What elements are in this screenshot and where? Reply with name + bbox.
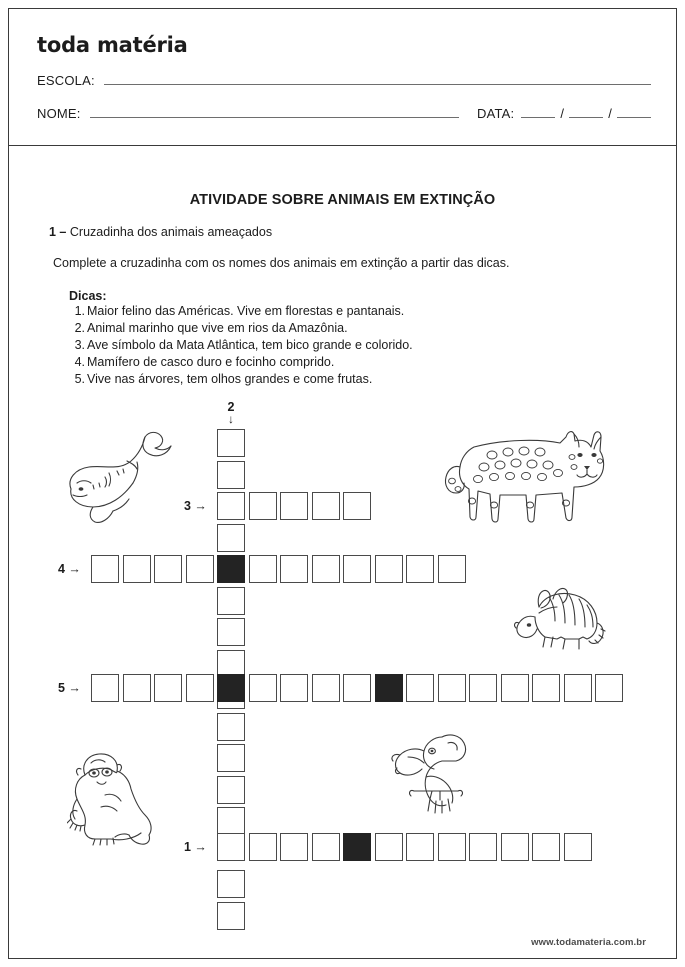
crossword-cell-across[interactable] [249, 492, 277, 520]
crossword-clue-marker-4: 4 → [58, 562, 81, 576]
armadillo-illustration [509, 579, 609, 657]
crossword-cell-across[interactable] [154, 555, 182, 583]
hint-number: 2. [74, 321, 85, 335]
instruction-text: Complete a cruzadinha com os nomes dos animais em extinção a partir das dicas. [53, 256, 510, 270]
crossword-cell-across[interactable] [343, 674, 371, 702]
date-separator-1: / [560, 106, 565, 121]
crossword-cell-down[interactable] [217, 587, 245, 615]
crossword-cell-across[interactable] [217, 674, 245, 702]
hint-text: Ave símbolo da Mata Atlântica, tem bico grande e colorido. [87, 338, 413, 352]
question-text: Cruzadinha dos animais ameaçados [69, 225, 273, 239]
crossword-cell-down[interactable] [217, 807, 245, 835]
down-arrow-icon: ↓ [228, 412, 234, 426]
crossword-cell-across[interactable] [343, 492, 371, 520]
toucan-illustration [384, 727, 470, 819]
down-clue-label: 2 [227, 400, 235, 414]
hint-number: 5. [74, 372, 85, 386]
crossword-cell-across[interactable] [406, 833, 434, 861]
crossword-clue-marker-5: 5 → [58, 681, 81, 695]
hint-number: 4. [74, 355, 85, 369]
hint-text: Vive nas árvores, tem olhos grandes e come frutas. [87, 372, 373, 386]
brand-logo: toda matéria [37, 33, 188, 57]
question-number: 1 – [49, 225, 67, 239]
crossword-cell-across[interactable] [280, 555, 308, 583]
crossword-cell-across[interactable] [249, 555, 277, 583]
crossword-clue-marker-3: 3 → [184, 499, 207, 513]
crossword-cell-down[interactable] [217, 713, 245, 741]
crossword-cell-down[interactable] [217, 776, 245, 804]
crossword-cell-across[interactable] [123, 555, 151, 583]
crossword-cell-across[interactable] [438, 555, 466, 583]
jaguar-illustration [434, 421, 614, 533]
crossword-cell-down[interactable] [217, 461, 245, 489]
crossword-cell-across[interactable] [501, 674, 529, 702]
crossword-cell-across[interactable] [312, 555, 340, 583]
crossword-cell-across[interactable] [186, 674, 214, 702]
crossword-cell-across[interactable] [217, 555, 245, 583]
crossword-cell-across[interactable] [343, 555, 371, 583]
crossword-cell-down[interactable] [217, 870, 245, 898]
crossword-cell-across[interactable] [501, 833, 529, 861]
crossword-cell-across[interactable] [280, 833, 308, 861]
crossword-cell-across[interactable] [469, 674, 497, 702]
crossword-cell-across[interactable] [280, 492, 308, 520]
crossword-cell-across[interactable] [375, 833, 403, 861]
school-label: ESCOLA: [37, 73, 95, 88]
crossword-cell-across[interactable] [91, 555, 119, 583]
crossword-cell-across[interactable] [564, 674, 592, 702]
crossword-cell-across[interactable] [343, 833, 371, 861]
crossword-cell-across[interactable] [406, 674, 434, 702]
crossword-cell-down[interactable] [217, 744, 245, 772]
crossword-cell-across[interactable] [532, 674, 560, 702]
crossword-cell-down[interactable] [217, 429, 245, 457]
crossword-cell-across[interactable] [438, 674, 466, 702]
hint-text: Maior felino das Américas. Vive em florestas e pantanais. [87, 304, 405, 318]
page-title: ATIVIDADE SOBRE ANIMAIS EM EXTINÇÃO [189, 192, 496, 208]
hint-text: Mamífero de casco duro e focinho comprido. [87, 355, 335, 369]
hints-title: Dicas: [69, 289, 107, 303]
date-label: DATA: [477, 106, 515, 121]
crossword-cell-down[interactable] [217, 524, 245, 552]
crossword-cell-across[interactable] [154, 674, 182, 702]
crossword-cell-down[interactable] [217, 902, 245, 930]
monkey-illustration [67, 749, 177, 851]
crossword-cell-across[interactable] [406, 555, 434, 583]
hint-number: 3. [74, 338, 85, 352]
crossword-cell-across[interactable] [249, 833, 277, 861]
crossword-cell-across[interactable] [91, 674, 119, 702]
crossword-cell-across[interactable] [595, 674, 623, 702]
crossword-cell-across[interactable] [249, 674, 277, 702]
crossword-cell-across[interactable] [186, 555, 214, 583]
crossword-cell-across[interactable] [312, 674, 340, 702]
crossword-cell-across[interactable] [564, 833, 592, 861]
name-label: NOME: [37, 106, 81, 121]
crossword-cell-across[interactable] [217, 492, 245, 520]
crossword-cell-across[interactable] [312, 833, 340, 861]
crossword-cell-across[interactable] [217, 833, 245, 861]
hint-number: 1. [74, 304, 85, 318]
hint-text: Animal marinho que vive em rios da Amazônia. [87, 321, 348, 335]
whale-illustration [57, 427, 177, 527]
crossword-cell-across[interactable] [469, 833, 497, 861]
crossword-cell-across[interactable] [123, 674, 151, 702]
worksheet-page [8, 8, 677, 959]
crossword-cell-across[interactable] [532, 833, 560, 861]
crossword-cell-across[interactable] [375, 674, 403, 702]
crossword-clue-marker-down [217, 401, 245, 425]
crossword-cell-across[interactable] [312, 492, 340, 520]
crossword-cell-across[interactable] [375, 555, 403, 583]
footer-website: www.todamateria.com.br [531, 937, 646, 948]
crossword-cell-down[interactable] [217, 618, 245, 646]
crossword-clue-marker-1: 1 → [184, 840, 207, 854]
date-separator-2: / [608, 106, 612, 121]
crossword-cell-across[interactable] [280, 674, 308, 702]
crossword-cell-across[interactable] [438, 833, 466, 861]
